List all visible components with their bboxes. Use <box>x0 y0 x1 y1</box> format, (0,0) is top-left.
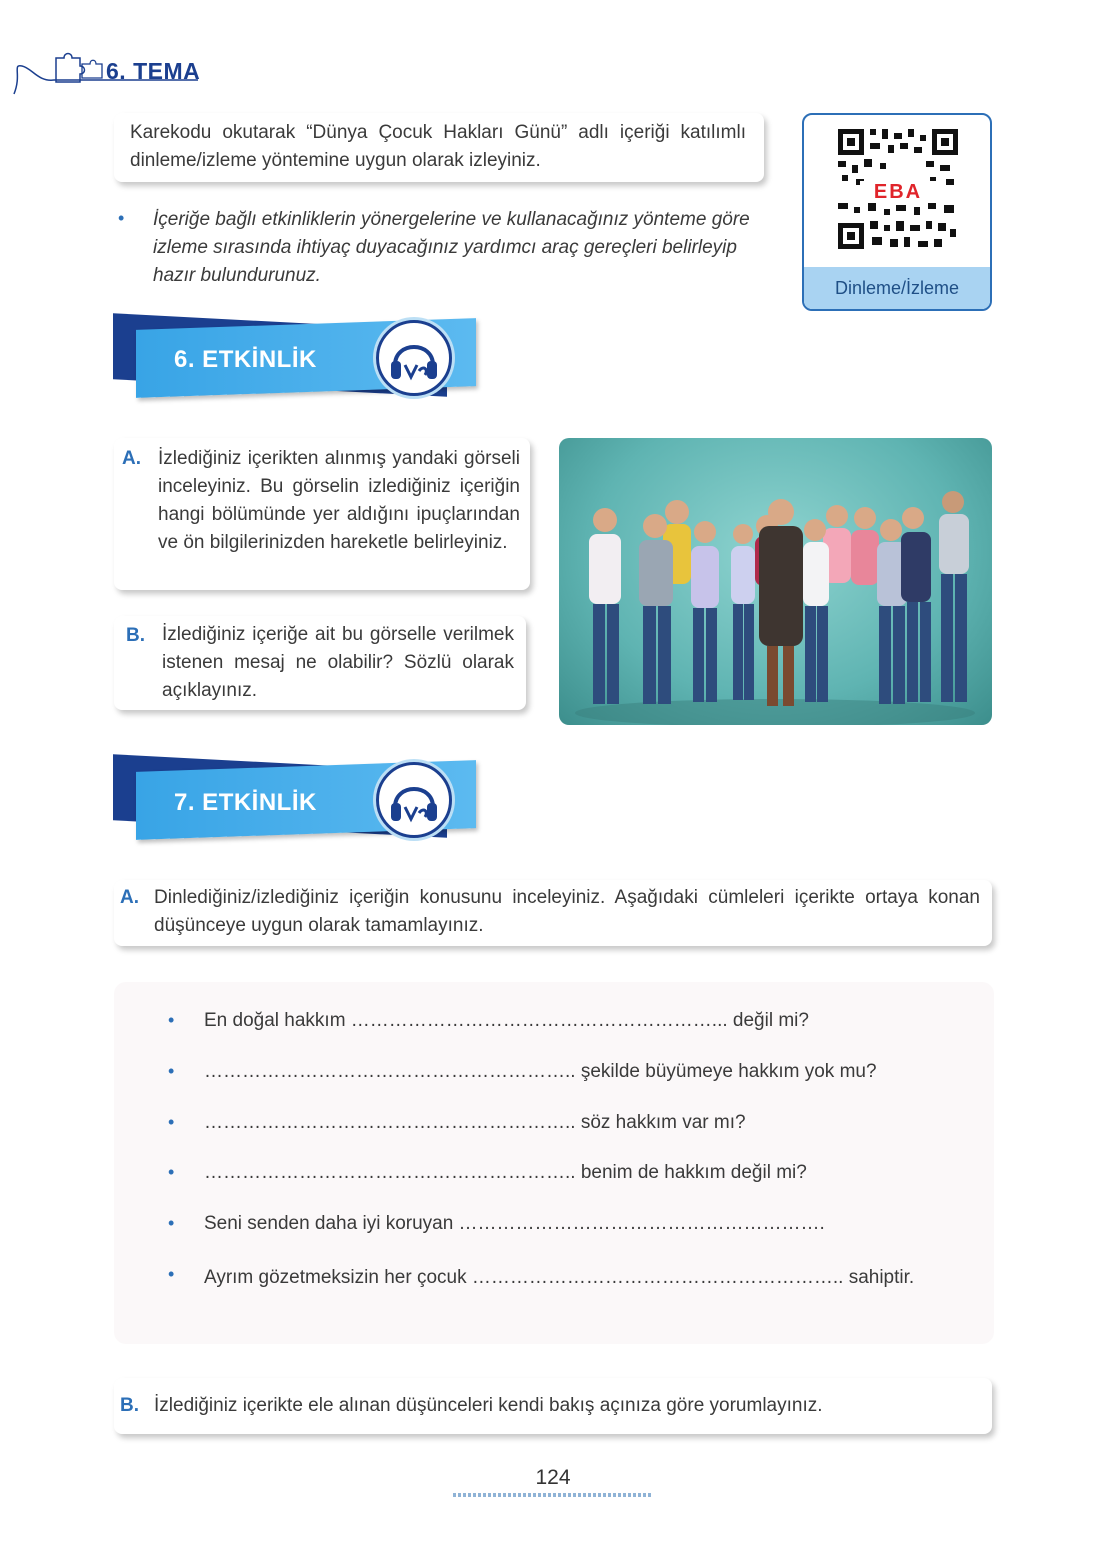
activity7-b-letter: B. <box>120 1395 139 1416</box>
activity7-a-text: Dinlediğiniz/izlediğiniz içeriğin konusunu inceleyiniz. Aşağıdaki cümleleri içerikte ortaya konan düşünceye uygun olarak tamamlayınız. <box>154 887 980 936</box>
activity6-title: 6. ETKİNLİK <box>174 346 317 373</box>
qr-label: Dinleme/İzleme <box>804 267 990 309</box>
qr-box[interactable] <box>802 113 992 311</box>
activity6-a-card <box>114 438 530 590</box>
activity6-b-card <box>114 616 526 710</box>
activity7-a-letter: A. <box>120 887 139 908</box>
activity7-b-text: İzlediğiniz içerikte ele alınan düşünceleri kendi bakış açınıza göre yorumlayınız. <box>154 1395 823 1416</box>
children-group-photo <box>559 438 992 725</box>
bullet-dot: • <box>168 1112 175 1132</box>
activity6-a-text: İzlediğiniz içerikten alınmış yandaki görseli inceleyiniz. Bu görselin izlediğiniz içeriğin hangi bölümünde yer aldığını ipuçlarından ve ön bilgilerinizden hareketle belirleyiniz. <box>158 448 520 553</box>
bullet-dot: • <box>168 1061 175 1081</box>
page-number: 124 <box>535 1466 571 1489</box>
intro-bullet-text: İçeriğe bağlı etkinliklerin yönergelerine ve kullanacağınız yönteme göre izleme sırasında ihtiyaç duyacağınız yardımcı araç gereçleri belirleyip hazır bulundurunuz. <box>153 209 750 286</box>
intro-instruction: Karekodu okutarak “Dünya Çocuk Hakları Günü” adlı içeriği katılımlı dinleme/izleme yöntemine uygun olarak izleyiniz. <box>130 122 746 171</box>
fill-item[interactable]: ………………………………………………….. şekilde büyümeye hakkım yok mu? <box>204 1061 877 1082</box>
activity6-b-letter: B. <box>126 625 145 646</box>
footer-divider <box>453 1493 653 1497</box>
bullet-dot: • <box>168 1010 175 1030</box>
fill-item[interactable]: ………………………………………………….. söz hakkım var mı? <box>204 1112 746 1133</box>
bullet-dot: • <box>168 1213 175 1233</box>
headphones-icon <box>376 320 452 396</box>
fill-item[interactable]: En doğal hakkım …………………………………………………... değil mi? <box>204 1010 809 1031</box>
activity7-b-card <box>114 1378 992 1434</box>
fill-item[interactable]: ………………………………………………….. benim de hakkım değil mi? <box>204 1162 807 1183</box>
intro-bullet-dot: • <box>118 208 125 228</box>
intro-instruction-card <box>114 113 764 182</box>
fill-item[interactable]: Seni senden daha iyi koruyan …………………………………………………. <box>204 1213 825 1234</box>
bullet-dot: • <box>168 1162 175 1182</box>
eba-logo: EBA <box>873 181 923 203</box>
fill-item[interactable]: Ayrım gözetmeksizin her çocuk ………………………………………………….. sahiptir. <box>204 1267 915 1288</box>
activity6-b-text: İzlediğiniz içeriğe ait bu görselle verilmek istenen mesaj ne olabilir? Sözlü olarak açıklayınız. <box>162 624 514 701</box>
activity6-a-letter: A. <box>122 448 141 469</box>
activity7-title: 7. ETKİNLİK <box>174 789 317 816</box>
activity7-a-card <box>114 880 992 946</box>
headphones-icon <box>376 762 452 838</box>
theme-title: 6. TEMA <box>106 58 201 84</box>
bullet-dot: • <box>168 1264 175 1284</box>
